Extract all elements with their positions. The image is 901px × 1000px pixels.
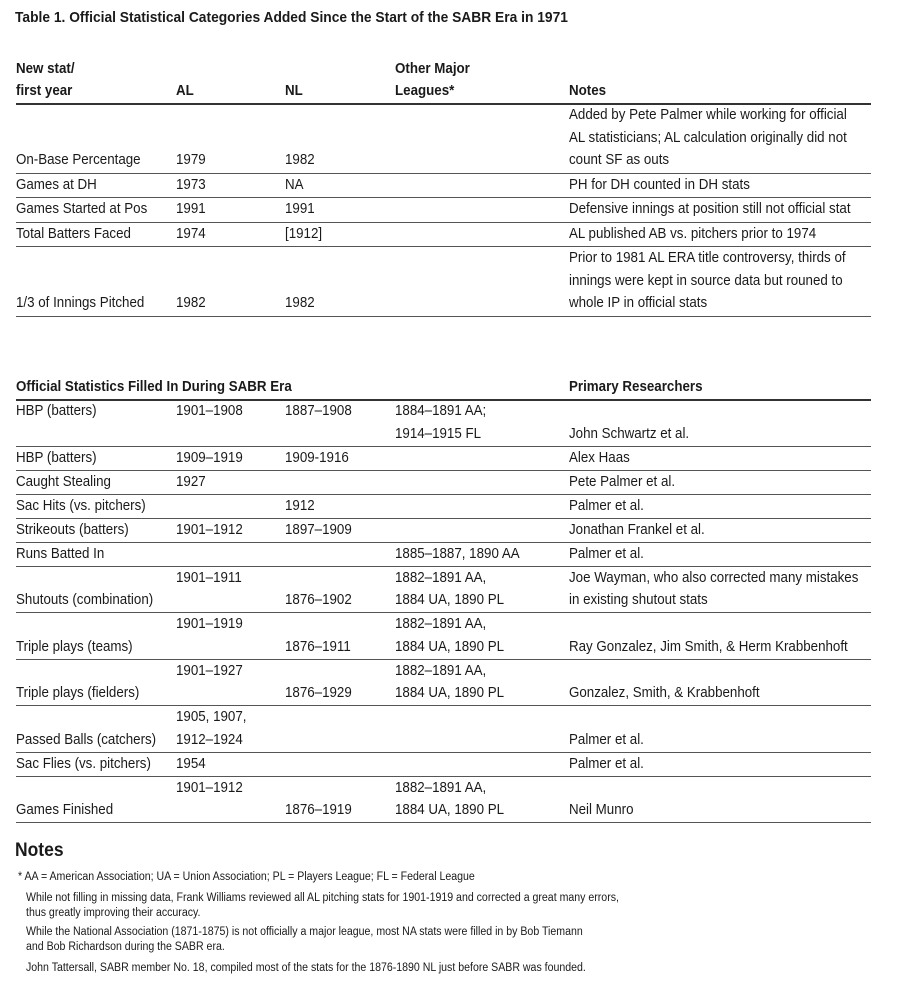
researcher-line: in existing shutout stats xyxy=(569,592,708,608)
other-league-line: 1882–1891 AA, xyxy=(395,616,487,632)
note-line: AL statisticians; AL calculation originally did not xyxy=(569,129,847,146)
other-league-line: 1914–1915 FL xyxy=(395,425,482,442)
stat-name: Sac Hits (vs. pitchers) xyxy=(16,497,146,514)
other-league-line: 1884 UA, 1890 PL xyxy=(395,685,505,701)
al-value: 1901–1912 xyxy=(176,779,243,796)
other-league-line: 1882–1891 AA, xyxy=(395,779,487,796)
other-league-line: 1884–1891 AA; xyxy=(395,403,487,419)
other-league-line: 1884 UA, 1890 PL xyxy=(395,592,505,608)
stat-name: Triple plays (teams) xyxy=(16,638,133,655)
note-line: innings were kept in source data but rouned to xyxy=(569,272,843,289)
table2-header-researchers: Primary Researchers xyxy=(569,379,703,395)
al-value: 1973 xyxy=(176,176,206,193)
nl-value: [1912] xyxy=(285,225,323,242)
note-line: Prior to 1981 AL ERA title controversy, thirds of xyxy=(569,250,846,266)
other-league-line: 1884 UA, 1890 PL xyxy=(395,802,505,818)
researcher-line: Neil Munro xyxy=(569,802,634,818)
footnote-williams-2: thus greatly improving their accuracy. xyxy=(26,907,201,919)
nl-value: 1876–1919 xyxy=(285,802,352,818)
nl-value: 1897–1909 xyxy=(285,521,352,538)
stat-name: Shutouts (combination) xyxy=(16,592,154,608)
nl-value: 1982 xyxy=(285,295,315,311)
note-line: Defensive innings at position still not official stat xyxy=(569,201,851,217)
researcher-line: Palmer et al. xyxy=(569,731,644,748)
al-value: 1954 xyxy=(176,755,206,772)
researcher-line: Joe Wayman, who also corrected many mistakes xyxy=(569,569,859,586)
table-title: Table 1. Official Statistical Categories Added Since the Start of the SABR Era in 1971 xyxy=(15,9,568,26)
other-league-line: 1882–1891 AA, xyxy=(395,662,487,679)
header-other-line1: Other Major xyxy=(395,61,470,77)
al-value: 1909–1919 xyxy=(176,449,243,466)
note-line: AL published AB vs. pitchers prior to 1974 xyxy=(569,225,817,242)
al-value: 1905, 1907, xyxy=(176,709,247,725)
al-value: 1901–1911 xyxy=(176,569,242,586)
al-value: 1979 xyxy=(176,152,206,168)
table-row-rule xyxy=(16,316,871,317)
researcher-line: John Schwartz et al. xyxy=(569,425,690,442)
nl-value: 1991 xyxy=(285,201,315,217)
nl-value: 1876–1902 xyxy=(285,592,352,608)
al-value: 1974 xyxy=(176,225,206,242)
nl-value: 1876–1911 xyxy=(285,638,351,655)
researcher-line: Ray Gonzalez, Jim Smith, & Herm Krabbenhoft xyxy=(569,638,848,655)
stat-name: Passed Balls (catchers) xyxy=(16,731,157,748)
al-value: 1991 xyxy=(176,201,206,217)
nl-value: 1909-1916 xyxy=(285,449,349,466)
stat-name: Strikeouts (batters) xyxy=(16,521,129,538)
stat-name: Games Started at Pos xyxy=(16,201,148,217)
table-row-rule xyxy=(16,822,871,823)
nl-value: 1912 xyxy=(285,497,315,514)
researcher-line: Jonathan Frankel et al. xyxy=(569,521,705,538)
footnote-na-2: and Bob Richardson during the SABR era. xyxy=(26,941,225,953)
table-row-rule xyxy=(16,446,871,447)
nl-value: 1876–1929 xyxy=(285,685,352,701)
header-nl: NL xyxy=(285,83,303,99)
nl-value: 1887–1908 xyxy=(285,403,352,419)
stat-name: HBP (batters) xyxy=(16,449,97,466)
stat-name: Sac Flies (vs. pitchers) xyxy=(16,755,151,772)
table-row-rule xyxy=(16,470,871,471)
stat-name: HBP (batters) xyxy=(16,403,97,419)
other-league-line: 1882–1891 AA, xyxy=(395,569,487,586)
al-value: 1901–1908 xyxy=(176,403,243,419)
notes-heading: Notes xyxy=(15,840,64,861)
header-other-line2: Leagues* xyxy=(395,83,455,99)
nl-value: NA xyxy=(285,176,304,193)
stat-name: Runs Batted In xyxy=(16,545,105,562)
header-stat-line1: New stat/ xyxy=(16,61,75,77)
note-line: whole IP in official stats xyxy=(569,295,708,311)
stat-name: Games at DH xyxy=(16,176,97,193)
researcher-line: Palmer et al. xyxy=(569,755,644,772)
al-value: 1901–1912 xyxy=(176,521,243,538)
footnote-tattersall: John Tattersall, SABR member No. 18, compiled most of the stats for the 1876-1890 NL just before SABR was founded. xyxy=(26,962,586,974)
stat-name: 1/3 of Innings Pitched xyxy=(16,295,145,311)
stat-name: Total Batters Faced xyxy=(16,225,131,242)
header-stat-line2: first year xyxy=(16,83,73,99)
other-league-line: 1884 UA, 1890 PL xyxy=(395,638,505,655)
researcher-line: Palmer et al. xyxy=(569,545,644,562)
footnote-na-1: While the National Association (1871-1875) is not officially a major league, most NA stats were filled in by Bob Tiemann xyxy=(26,926,583,938)
other-league-line: 1885–1887, 1890 AA xyxy=(395,545,520,562)
al-value: 1901–1919 xyxy=(176,616,243,632)
researcher-line: Palmer et al. xyxy=(569,497,644,514)
researcher-line: Gonzalez, Smith, & Krabbenhoft xyxy=(569,685,760,701)
note-line: PH for DH counted in DH stats xyxy=(569,176,750,193)
note-line: Added by Pete Palmer while working for official xyxy=(569,107,847,123)
stat-name: On-Base Percentage xyxy=(16,152,141,168)
header-notes: Notes xyxy=(569,83,607,99)
researcher-line: Alex Haas xyxy=(569,449,630,466)
footnote-williams-1: While not filling in missing data, Frank Williams reviewed all AL pitching stats for 1901-1919 and corrected a great many errors, xyxy=(26,892,619,904)
al-value: 1901–1927 xyxy=(176,662,243,679)
table2-header-stat: Official Statistics Filled In During SABR Era xyxy=(16,379,292,395)
nl-value: 1982 xyxy=(285,152,315,168)
note-line: count SF as outs xyxy=(569,152,670,168)
stat-name: Caught Stealing xyxy=(16,473,111,490)
header-al: AL xyxy=(176,83,194,99)
al-value: 1982 xyxy=(176,295,206,311)
table-row-rule xyxy=(16,705,871,706)
stat-name: Triple plays (fielders) xyxy=(16,685,140,701)
table-row-rule xyxy=(16,518,871,519)
researcher-line: Pete Palmer et al. xyxy=(569,473,676,490)
stat-name: Games Finished xyxy=(16,802,114,818)
footnote-abbreviations: * AA = American Association; UA = Union Association; PL = Players League; FL = Federal League xyxy=(18,871,475,883)
al-value: 1912–1924 xyxy=(176,731,243,748)
al-value: 1927 xyxy=(176,473,206,490)
